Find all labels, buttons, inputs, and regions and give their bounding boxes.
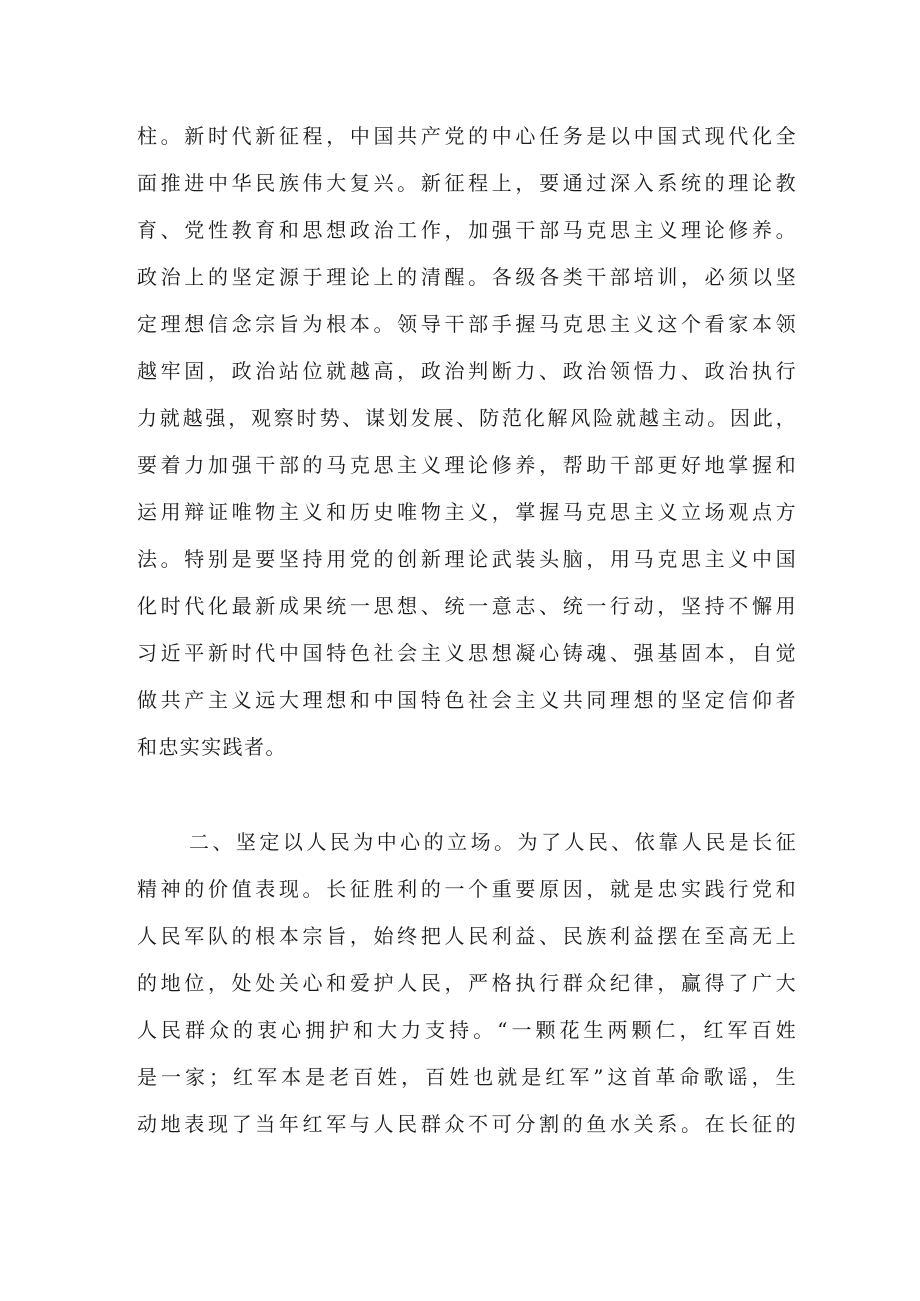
text-line: 习近平新时代中国特色社会主义思想凝心铸魂、强基固本，自觉: [137, 641, 797, 665]
paragraph-1: [137, 113, 797, 771]
text-line: 柱。新时代新征程，中国共产党的中心任务是以中国式现代化全: [137, 124, 797, 148]
text-line: 育、党性教育和思想政治工作，加强干部马克思主义理论修养。: [137, 218, 797, 242]
text-line: 化时代化最新成果统一思想、统一意志、统一行动，坚持不懈用: [137, 594, 797, 618]
paragraph-2: [137, 819, 797, 1148]
text-line: 人民军队的根本宗旨，始终把人民利益、民族利益摆在至高无上: [137, 924, 797, 948]
text-line: 精神的价值表现。长征胜利的一个重要原因，就是忠实践行党和: [137, 877, 797, 901]
text-line: 运用辩证唯物主义和历史唯物主义，掌握马克思主义立场观点方: [137, 500, 797, 524]
text-line: 二、坚定以人民为中心的立场。为了人民、依靠人民是长征: [189, 830, 797, 854]
text-line: 要着力加强干部的马克思主义理论修养，帮助干部更好地掌握和: [137, 453, 797, 477]
text-line: 定理想信念宗旨为根本。领导干部手握马克思主义这个看家本领: [137, 312, 797, 336]
text-line: 动地表现了当年红军与人民群众不可分割的鱼水关系。在长征的: [137, 1112, 797, 1136]
text-line: 法。特别是要坚持用党的创新理论武装头脑，用马克思主义中国: [137, 547, 797, 571]
text-line: 和忠实实践者。: [137, 735, 287, 759]
text-line: 的地位，处处关心和爱护人民，严格执行群众纪律，赢得了广大: [137, 971, 797, 995]
text-line: 人民群众的衷心拥护和大力支持。“一颗花生两颗仁，红军百姓: [137, 1018, 797, 1042]
text-line: 做共产主义远大理想和中国特色社会主义共同理想的坚定信仰者: [137, 688, 797, 712]
text-line: 越牢固，政治站位就越高，政治判断力、政治领悟力、政治执行: [137, 359, 797, 383]
text-line: 是一家；红军本是老百姓，百姓也就是红军”这首革命歌谣，生: [137, 1065, 797, 1089]
text-line: 力就越强，观察时势、谋划发展、防范化解风险就越主动。因此，: [137, 406, 797, 430]
text-line: 政治上的坚定源于理论上的清醒。各级各类干部培训，必须以坚: [137, 265, 797, 289]
text-line: 面推进中华民族伟大复兴。新征程上，要通过深入系统的理论教: [137, 171, 797, 195]
